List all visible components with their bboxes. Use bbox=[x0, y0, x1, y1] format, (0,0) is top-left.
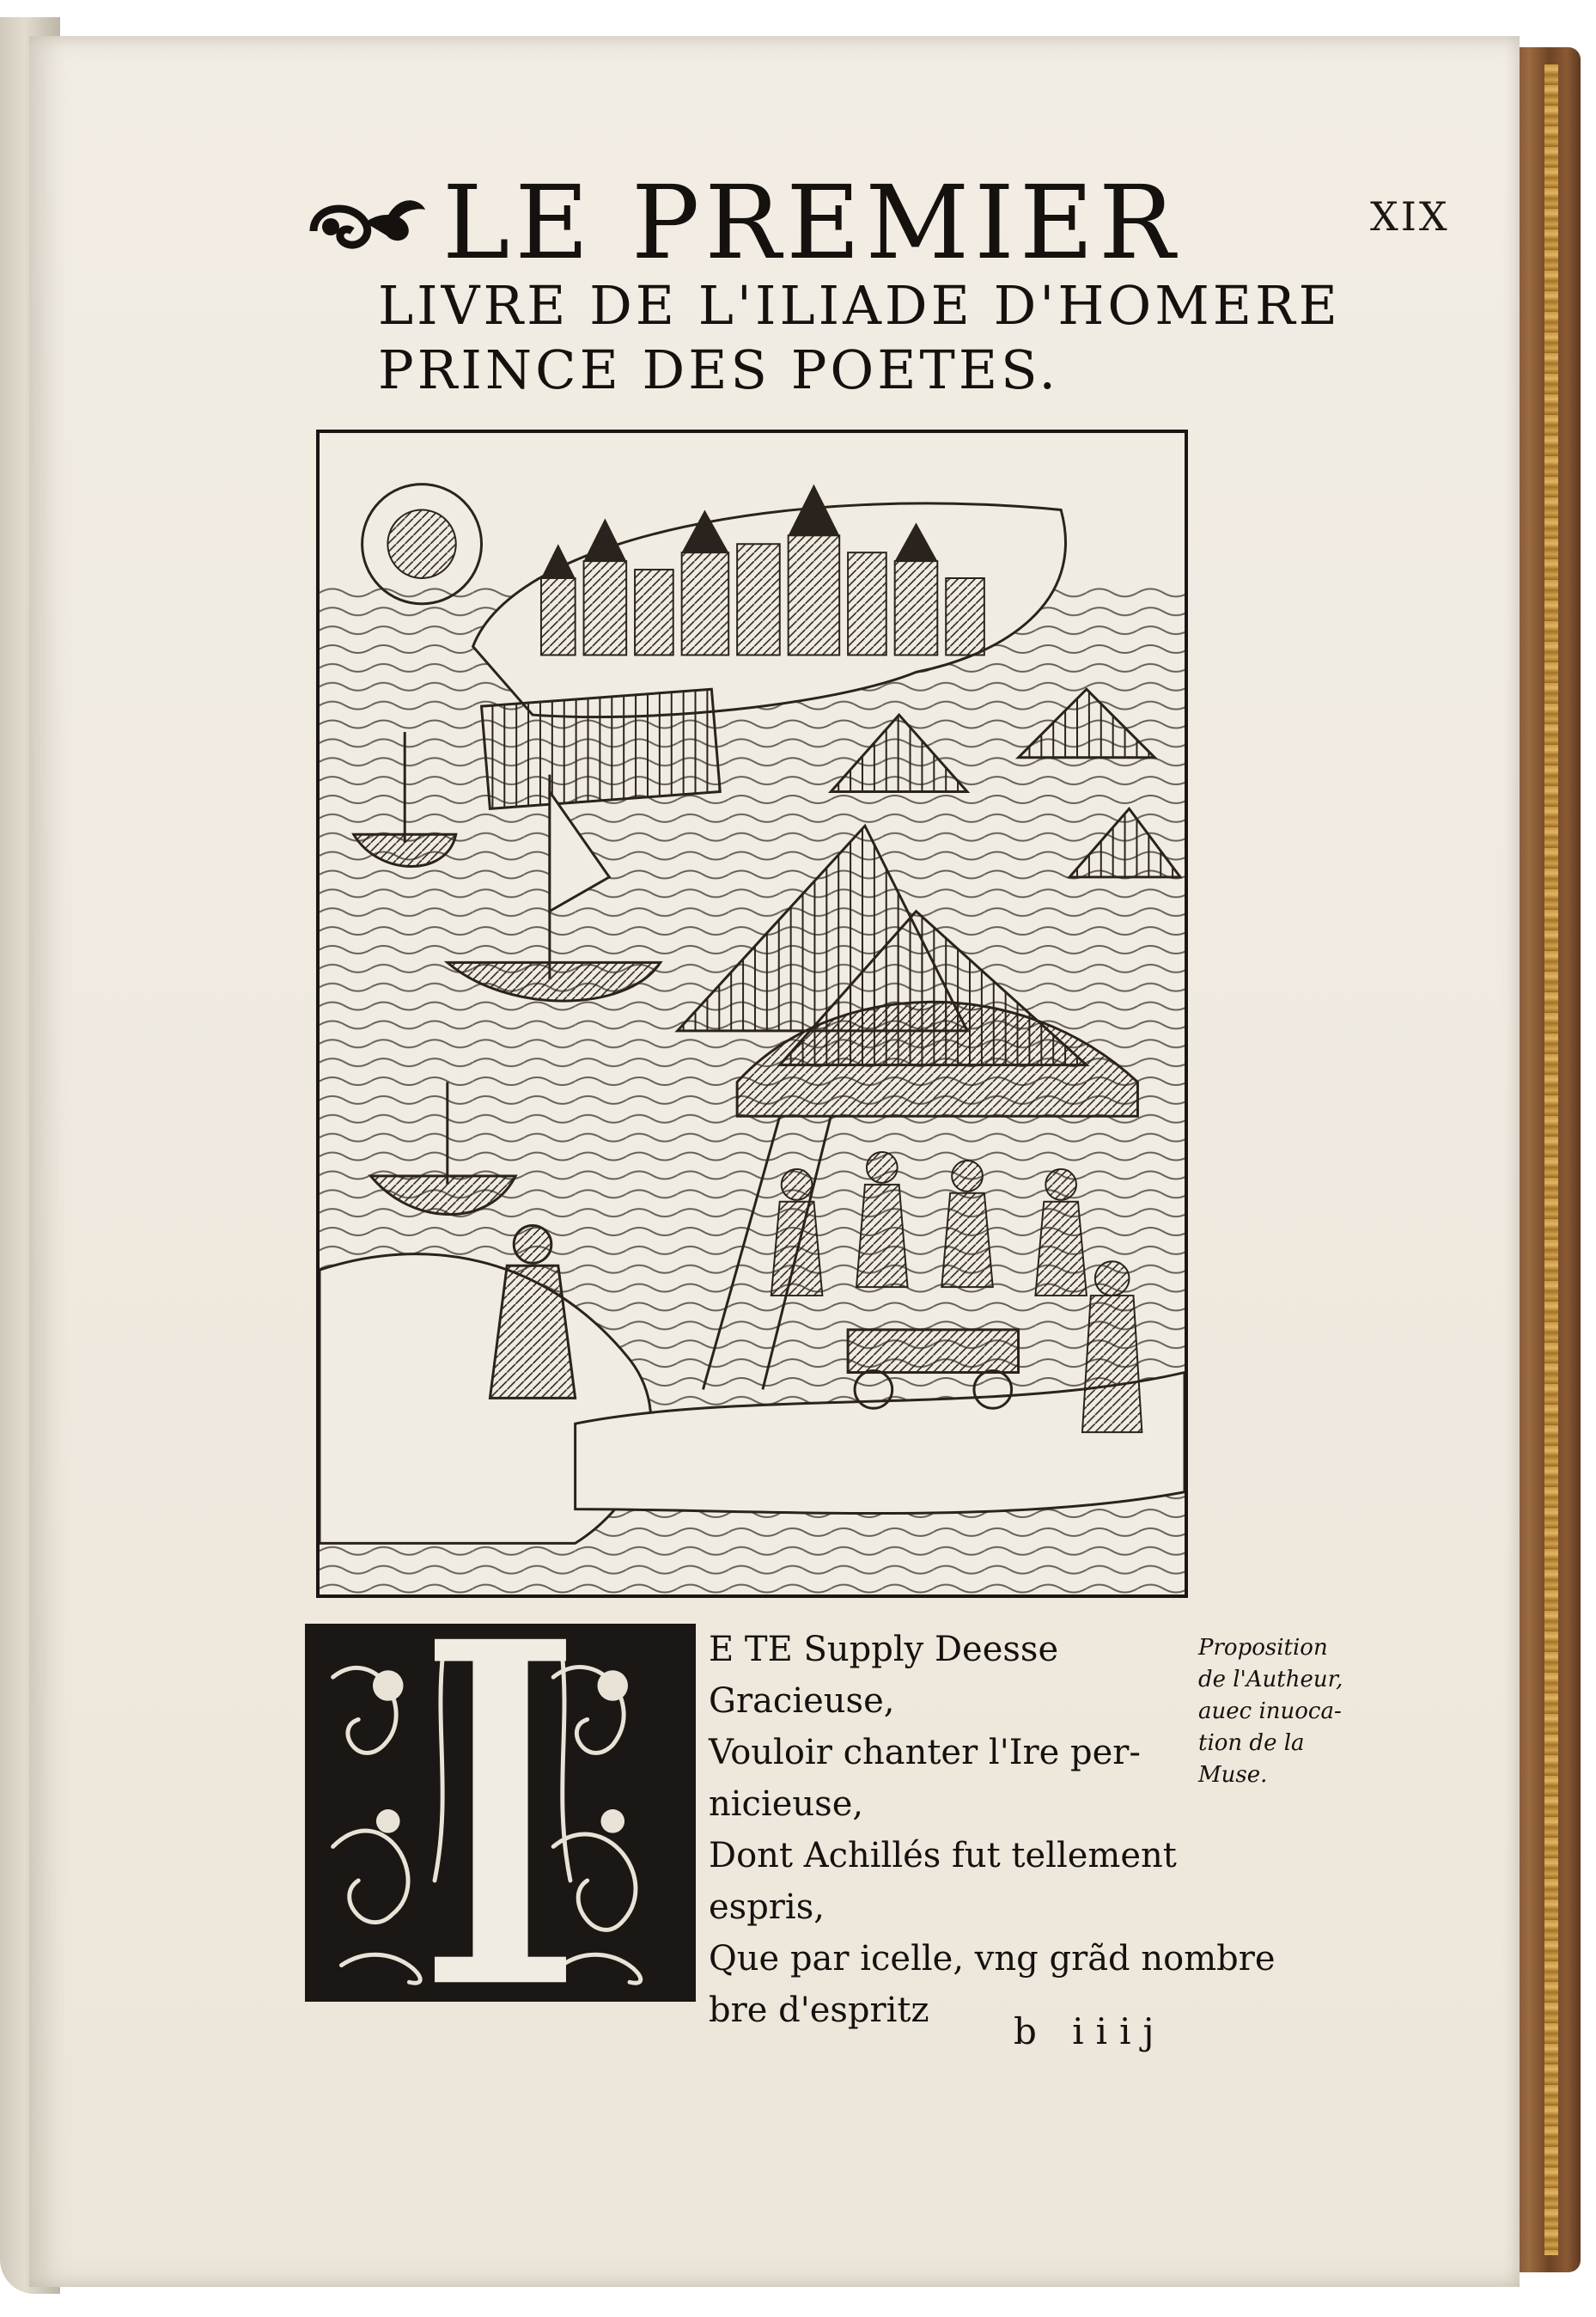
margin-note bbox=[1198, 1632, 1396, 1791]
woodcut-illustration bbox=[316, 430, 1188, 1598]
fleuron-icon bbox=[305, 184, 434, 261]
verse-line: Gracieuse, bbox=[709, 1681, 895, 1721]
book-binding-right bbox=[1512, 47, 1581, 2272]
verse-line: espris, bbox=[709, 1887, 825, 1927]
verse-line: nicieuse, bbox=[709, 1784, 864, 1824]
title-main: LE PREMIER bbox=[442, 163, 1180, 282]
page-number: XIX bbox=[1370, 193, 1450, 240]
title-subtitle-1: LIVRE DE L'ILIADE D'HOMERE bbox=[378, 274, 1341, 337]
title-line-1 bbox=[305, 163, 1250, 282]
verse-line: Vouloir chanter l'Ire per- bbox=[709, 1733, 1141, 1772]
verse-line: bre d'espritz bbox=[709, 1991, 929, 2030]
title-subtitle-2: PRINCE DES POETES. bbox=[378, 338, 1060, 401]
margin-note-line: Proposition bbox=[1198, 1635, 1328, 1661]
decorated-initial bbox=[305, 1624, 696, 2002]
verse-line: E TE Supply Deesse bbox=[709, 1630, 1059, 1669]
margin-note-line: Muse. bbox=[1198, 1762, 1268, 1788]
margin-note-line: auec inuoca- bbox=[1198, 1698, 1342, 1724]
signature-mark: b iiij bbox=[1014, 2010, 1167, 2052]
margin-note-line: tion de la bbox=[1198, 1730, 1305, 1756]
initial-letter-i-icon bbox=[308, 1626, 693, 1999]
verse-line: Dont Achillés fut tellement bbox=[709, 1836, 1177, 1875]
woodcut-scene-icon bbox=[320, 433, 1185, 1594]
margin-note-line: de l'Autheur, bbox=[1198, 1667, 1343, 1692]
verse-line: Que par icelle, vng grãd nombre bbox=[709, 1939, 1276, 1979]
